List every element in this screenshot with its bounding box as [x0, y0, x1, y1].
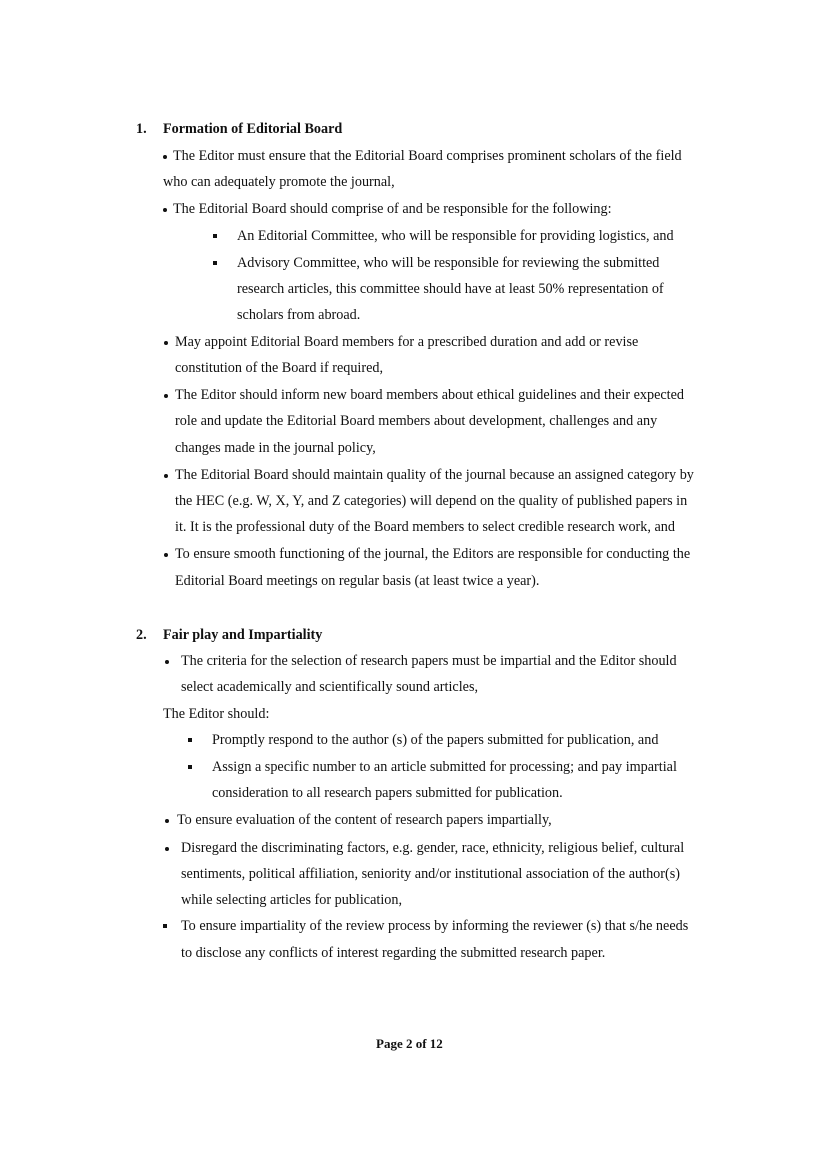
s1-p5-line2: the HEC (e.g. W, X, Y, and Z categories) will depend on the quality of published papers in — [175, 493, 688, 509]
bullet-icon — [165, 660, 169, 664]
section-2-number: 2. — [136, 627, 147, 643]
s1-p6-line2: Editorial Board meetings on regular basis (at least twice a year). — [175, 573, 540, 589]
s1-sub2-line3: scholars from abroad. — [237, 307, 361, 323]
s2-p2-line1: To ensure evaluation of the content of research papers impartially, — [177, 812, 552, 828]
editor-should-label: The Editor should: — [163, 706, 270, 722]
square-bullet-icon — [188, 765, 192, 769]
s2-p3-line1: Disregard the discriminating factors, e.g. gender, race, ethnicity, religious belief, cultural — [181, 840, 685, 856]
bullet-icon — [163, 155, 167, 159]
section-2-heading: Fair play and Impartiality — [163, 627, 323, 643]
s1-p4-line1: The Editor should inform new board members about ethical guidelines and their expected — [175, 387, 685, 403]
s1-sub2-line1: Advisory Committee, who will be responsible for reviewing the submitted — [237, 255, 660, 271]
s2-p4-line2: to disclose any conflicts of interest regarding the submitted research paper. — [181, 945, 606, 961]
s1-p3-line1: May appoint Editorial Board members for a prescribed duration and add or revise — [175, 334, 639, 350]
s1-p5-line3: it. It is the professional duty of the Board members to select credible research work, and — [175, 519, 675, 535]
bullet-icon — [164, 394, 168, 398]
s2-p3-line3: while selecting articles for publication, — [181, 892, 403, 908]
bullet-icon — [165, 819, 169, 823]
square-bullet-icon — [213, 261, 217, 265]
s1-p5-line1: The Editorial Board should maintain quality of the journal because an assigned category by — [175, 467, 694, 483]
s1-p4-line2: role and update the Editorial Board members about development, challenges and any — [175, 413, 658, 429]
s1-p1-line1: The Editor must ensure that the Editorial Board comprises prominent scholars of the field — [173, 148, 682, 164]
s2-sub1: Promptly respond to the author (s) of the papers submitted for publication, and — [212, 732, 659, 748]
s2-p1-line1: The criteria for the selection of research papers must be impartial and the Editor should — [181, 653, 677, 669]
s2-sub2-line2: consideration to all research papers submitted for publication. — [212, 785, 563, 801]
s2-p4-line1: To ensure impartiality of the review process by informing the reviewer (s) that s/he needs — [181, 918, 689, 934]
s1-sub1: An Editorial Committee, who will be responsible for providing logistics, and — [237, 228, 674, 244]
bullet-icon — [165, 847, 169, 851]
s1-sub2-line2: research articles, this committee should have at least 50% representation of — [237, 281, 664, 297]
s1-p1-line2: who can adequately promote the journal, — [163, 174, 395, 190]
section-1-heading: Formation of Editorial Board — [163, 121, 343, 137]
bullet-icon — [164, 341, 168, 345]
bullet-icon — [164, 474, 168, 478]
bullet-icon — [163, 208, 167, 212]
s1-p3-line2: constitution of the Board if required, — [175, 360, 384, 376]
square-bullet-icon — [188, 738, 192, 742]
square-bullet-icon — [163, 924, 167, 928]
s1-p2-line1: The Editorial Board should comprise of and be responsible for the following: — [173, 201, 612, 217]
s1-p6-line1: To ensure smooth functioning of the journal, the Editors are responsible for conducting the — [175, 546, 691, 562]
square-bullet-icon — [213, 234, 217, 238]
s1-p4-line3: changes made in the journal policy, — [175, 440, 376, 456]
bullet-icon — [164, 553, 168, 557]
s2-p1-line2: select academically and scientifically sound articles, — [181, 679, 479, 695]
s2-p3-line2: sentiments, political affiliation, seniority and/or institutional association of the author(s) — [181, 866, 680, 882]
page-number: Page 2 of 12 — [376, 1036, 443, 1051]
section-1-number: 1. — [136, 121, 147, 137]
s2-sub2-line1: Assign a specific number to an article submitted for processing; and pay impartial — [212, 759, 677, 775]
